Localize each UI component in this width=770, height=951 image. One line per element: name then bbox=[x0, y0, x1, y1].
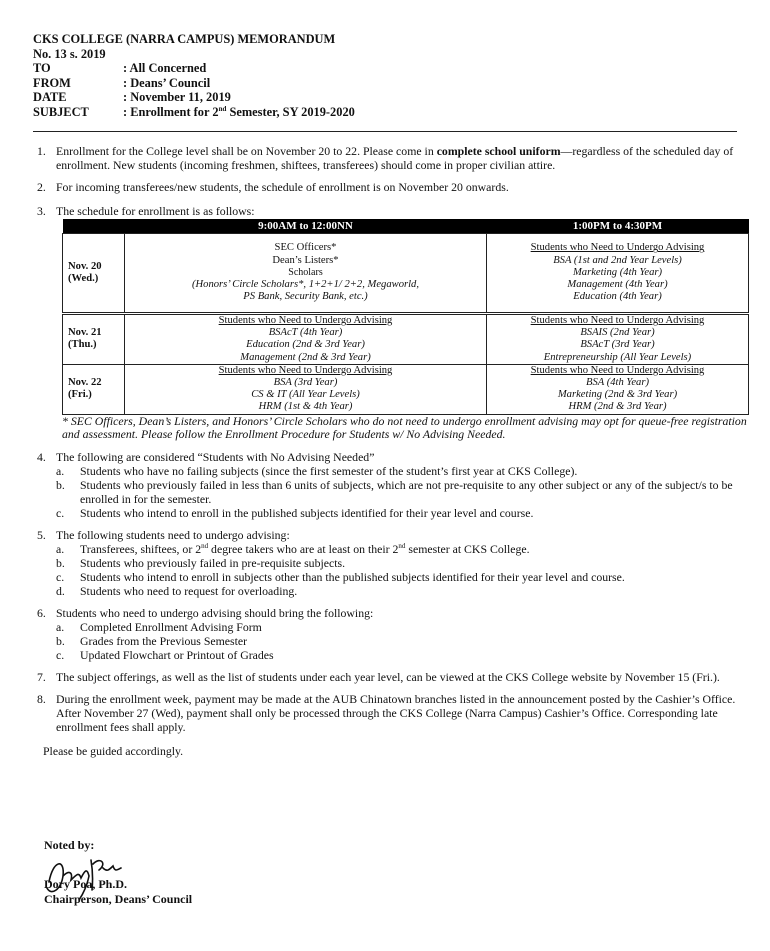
item-7: 7. The subject offerings, as well as the list of students under each year level, can be viewed at the CKS College website by November 15 (Fri.). bbox=[37, 669, 720, 684]
list-item: a. Completed Enrollment Advising Form bbox=[56, 619, 262, 634]
field-key: FROM bbox=[33, 75, 71, 90]
field-key: TO bbox=[33, 61, 51, 75]
noted-by-label: Noted by: bbox=[44, 838, 95, 852]
list-item: b. Grades from the Previous Semester bbox=[56, 633, 248, 648]
field-value: : Enrollment for 2nd Semester, SY 2019-2020 bbox=[123, 104, 355, 119]
item-4: 4. The following are considered “Students with No Advising Needed” bbox=[37, 449, 375, 464]
field-to bbox=[33, 61, 355, 76]
field-date bbox=[33, 90, 355, 105]
item-8: 8. During the enrollment week, payment may be made at the AUB Chinatown branches listed in the announcement posted by the Cashier’s Office. After November 27 (Wed), payment shall only be processed through the CKS College (Narra Campus) Cashier’s Office. Corresponding late enrollment fees shall apply. bbox=[37, 691, 736, 734]
field-key: DATE bbox=[33, 90, 67, 104]
am-cell: Students who Need to Undergo Advising BSAcT (4th Year) Education (2nd & 3rd Year) Management (2nd & 3rd Year) bbox=[125, 314, 487, 365]
table-row bbox=[63, 364, 749, 414]
list-item: c. Students who intend to enroll in subjects other than the published subjects identified for their year level and course. bbox=[56, 569, 625, 584]
list-item: a. Transferees, shiftees, or 2nd degree takers who are at least on their 2nd semester at CKS College. bbox=[56, 541, 530, 556]
list-item: c. Students who intend to enroll in the published subjects identified for their year level and course. bbox=[56, 505, 534, 520]
am-cell: SEC Officers* Dean’s Listers* Scholars (Honors’ Circle Scholars*, 1+2+1/ 2+2, Megaworld, PS Bank, Security Bank, etc.) bbox=[125, 234, 487, 314]
list-item: b. Students who previously failed in less than 6 units of subjects, which are not pre-requisite to any other subject or any of the subject/s to be enrolled in for the semester. bbox=[56, 477, 733, 506]
table-row bbox=[63, 234, 749, 314]
item-3: 3. The schedule for enrollment is as follows: bbox=[37, 204, 255, 218]
header-divider bbox=[33, 131, 737, 132]
list-item: c. Updated Flowchart or Printout of Grades bbox=[56, 647, 274, 662]
closing-line: Please be guided accordingly. bbox=[43, 743, 184, 758]
day-cell: Nov. 22 (Fri.) bbox=[63, 364, 125, 414]
field-value: : Deans’ Council bbox=[123, 75, 211, 90]
field-key: SUBJECT bbox=[33, 104, 89, 119]
field-from bbox=[33, 76, 355, 91]
item-1: 1. Enrollment for the College level shall be on November 20 to 22. Please come in complete school uniform—regardless of the scheduled day of enrollment. New students (incoming freshmen, shiftees, transferees) should come in proper civilian attire. bbox=[37, 144, 734, 172]
pm-cell: Students who Need to Undergo Advising BSAIS (2nd Year) BSAcT (3rd Year) Entrepreneurship (All Year Levels) bbox=[487, 314, 749, 365]
list-item: a. Students who have no failing subjects (since the first semester of the student’s first year at CKS College). bbox=[56, 463, 578, 478]
table-header-row bbox=[63, 219, 749, 234]
pm-cell: Students who Need to Undergo Advising BSA (1st and 2nd Year Levels) Marketing (4th Year) Management (4th Year) Education (4th Year) bbox=[487, 234, 749, 314]
memo-header bbox=[33, 32, 355, 119]
day-cell: Nov. 20 (Wed.) bbox=[63, 234, 125, 314]
memo-number: No. 13 s. 2019 bbox=[33, 46, 106, 61]
item-5: 5. The following students need to undergo advising: bbox=[37, 527, 290, 542]
am-cell: Students who Need to Undergo Advising BSA (3rd Year) CS & IT (All Year Levels) HRM (1st & 4th Year) bbox=[125, 364, 487, 414]
table-footnote: * SEC Officers, Dean’s Listers, and Honors’ Circle Scholars who do not need to undergo enrollment advising may opt for queue-free registration and assessment. Please follow the Enrollment Procedure for Students w/ No Advising Needed. bbox=[62, 413, 747, 442]
uniform-emphasis: complete school uniform bbox=[436, 144, 561, 158]
item-2: 2. For incoming transferees/new students, the schedule of enrollment is on November 20 onwards. bbox=[37, 180, 509, 194]
day-cell: Nov. 21 (Thu.) bbox=[63, 314, 125, 365]
col-header-am: 9:00AM to 12:00NN bbox=[125, 219, 487, 234]
field-value: : November 11, 2019 bbox=[123, 90, 231, 104]
list-item: b. Students who previously failed in pre-requisite subjects. bbox=[56, 555, 346, 570]
pm-cell: Students who Need to Undergo Advising BSA (4th Year) Marketing (2nd & 3rd Year) HRM (2nd & 3rd Year) bbox=[487, 364, 749, 414]
col-header-pm: 1:00PM to 4:30PM bbox=[487, 219, 749, 234]
memo-body bbox=[37, 144, 747, 758]
table-row bbox=[63, 314, 749, 365]
signatory-title: Chairperson, Deans’ Council bbox=[44, 892, 193, 906]
enrollment-schedule-table bbox=[62, 219, 749, 415]
field-value: : All Concerned bbox=[123, 61, 207, 75]
memo-title: CKS COLLEGE (NARRA CAMPUS) MEMORANDUM bbox=[33, 32, 336, 46]
item-6: 6. Students who need to undergo advising should bring the following: bbox=[37, 605, 374, 620]
list-item: d. Students who need to request for overloading. bbox=[56, 583, 298, 598]
signature-block bbox=[44, 838, 192, 907]
signatory-name: Dory Poa, Ph.D. bbox=[44, 877, 127, 891]
field-subject bbox=[33, 105, 355, 120]
